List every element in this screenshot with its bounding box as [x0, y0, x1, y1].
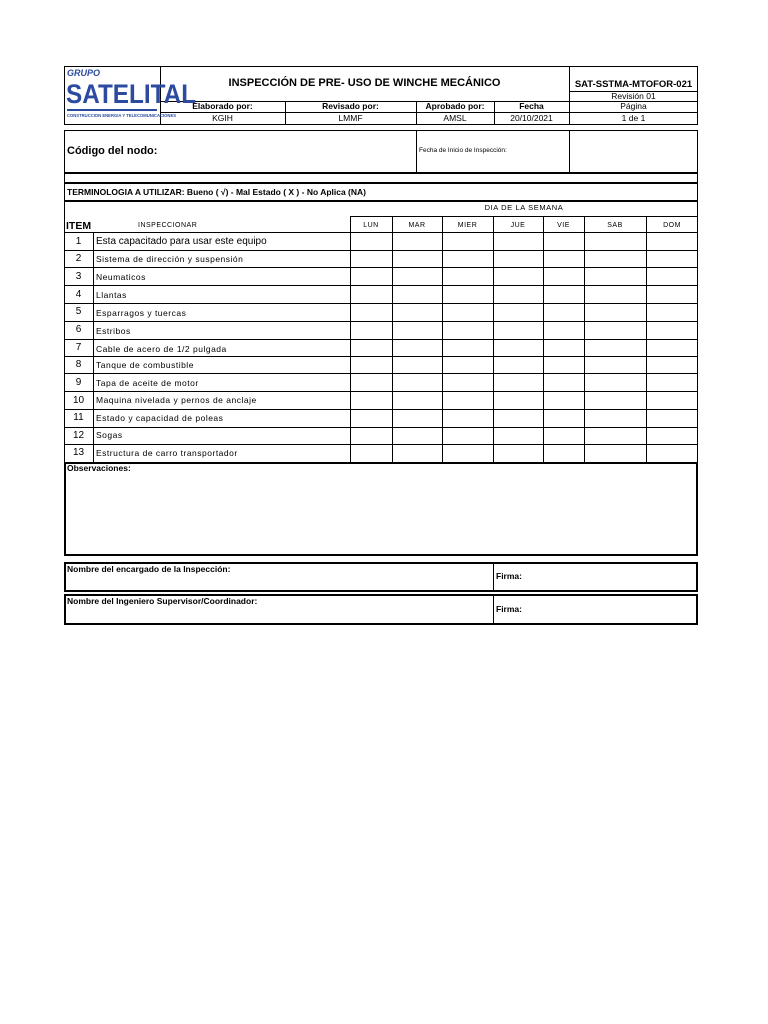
revisado-value: LMMF — [338, 113, 363, 123]
item-number: 8 — [75, 359, 82, 370]
elaborado-value: KGIH — [212, 113, 233, 123]
inspect-header: INSPECCIONAR — [138, 222, 198, 229]
item-number: 5 — [75, 306, 82, 317]
document-code: SAT-SSTMA-MTOFOR-021 — [574, 79, 693, 90]
item-text: Tapa de aceite de motor — [96, 378, 199, 388]
inspector-name-label: Nombre del encargado de la Inspección: — [67, 564, 231, 574]
item-number: 4 — [75, 289, 82, 300]
fecha-value: 20/10/2021 — [510, 113, 553, 123]
day-header-dom: DOM — [663, 222, 681, 229]
logo-name-text: SATELITAL — [66, 79, 197, 109]
item-text: Neumaticos — [96, 272, 146, 282]
revisado-label: Revisado por: — [322, 101, 379, 111]
item-text: Estado y capacidad de poleas — [96, 413, 224, 423]
elaborado-label: Elaborado por: — [192, 101, 253, 111]
inspector-signature-field[interactable] — [530, 564, 696, 590]
node-code-label: Código del nodo: — [67, 145, 158, 157]
week-header: DIA DE LA SEMANA — [484, 203, 564, 212]
supervisor-signature-field[interactable] — [530, 596, 696, 623]
inspection-date-field[interactable] — [571, 132, 696, 171]
item-text: Tanque de combustible — [96, 360, 194, 370]
fecha-label: Fecha — [519, 101, 544, 111]
item-text: Sistema de dirección y suspensión — [96, 254, 244, 264]
aprobado-value: AMSL — [443, 113, 467, 123]
item-number: 2 — [75, 253, 82, 264]
observations-box[interactable] — [64, 462, 698, 556]
day-header-jue: JUE — [510, 222, 526, 229]
logo-tagline-text: CONSTRUCCION ENERGIA Y TELECOMUNICACIONES — [67, 113, 177, 118]
aprobado-label: Aprobado por: — [425, 101, 485, 111]
item-text: Estructura de carro transportador — [96, 448, 238, 458]
item-text: Esta capacitado para usar este equipo — [96, 236, 267, 247]
inspector-firma-label: Firma: — [496, 571, 522, 581]
inspection-date-label: Fecha de Inicio de Inspección: — [419, 147, 507, 154]
node-code-field[interactable] — [165, 132, 414, 171]
item-number: 11 — [73, 412, 84, 423]
item-number: 7 — [75, 342, 82, 353]
day-header-lun: LUN — [363, 222, 379, 229]
item-number: 12 — [72, 430, 85, 441]
spacer-row — [64, 173, 698, 183]
item-number: 9 — [75, 377, 82, 388]
revision-text: Revisión 01 — [611, 91, 656, 101]
supervisor-name-field[interactable] — [66, 609, 491, 623]
item-text: Cable de acero de 1/2 pulgada — [96, 344, 227, 354]
item-text: Esparragos y tuercas — [96, 308, 187, 318]
item-number: 6 — [75, 324, 82, 335]
page-label: Página — [620, 101, 647, 111]
logo-group-text: GRUPO — [67, 68, 101, 78]
supervisor-name-label: Nombre del Ingeniero Supervisor/Coordinador: — [67, 596, 258, 606]
item-number: 3 — [75, 271, 82, 282]
page-value: 1 de 1 — [621, 113, 646, 123]
terminology-text: TERMINOLOGIA A UTILIZAR: Bueno ( √) - Mal Estado ( X ) - No Aplica (NA) — [67, 187, 366, 197]
day-header-mier: MIER — [457, 222, 478, 229]
document-title: INSPECCIÓN DE PRE- USO DE WINCHE MECÁNICO — [228, 77, 501, 89]
item-text: Sogas — [96, 430, 123, 440]
item-number: 10 — [72, 395, 85, 406]
item-text: Maquina nivelada y pernos de anclaje — [96, 395, 257, 405]
item-text: Estribos — [96, 326, 131, 336]
day-header-sab: SAB — [607, 222, 623, 229]
day-header-vie: VIE — [557, 222, 570, 229]
item-text: Llantas — [96, 290, 127, 300]
item-number: 1 — [75, 236, 82, 247]
item-number: 13 — [72, 447, 85, 458]
day-header-mar: MAR — [408, 222, 426, 229]
logo-underline — [67, 109, 157, 111]
inspector-name-field[interactable] — [66, 576, 491, 590]
supervisor-firma-label: Firma: — [496, 604, 522, 614]
company-logo — [66, 67, 197, 124]
item-header: ITEM — [66, 220, 92, 232]
observations-label: Observaciones: — [67, 463, 131, 473]
